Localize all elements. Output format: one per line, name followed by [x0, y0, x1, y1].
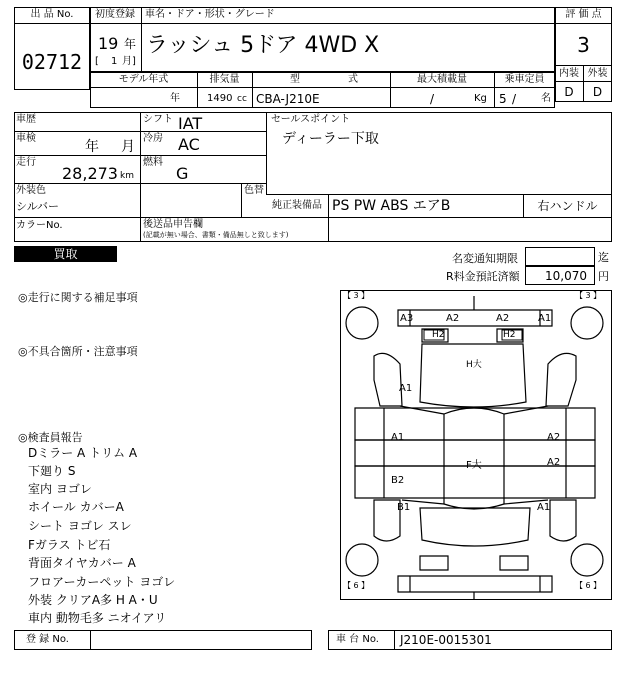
damage-mark: B2	[391, 475, 405, 486]
model-year-label: モデル年式	[118, 74, 169, 85]
rear-body	[420, 508, 530, 546]
capacity-value: 5	[499, 92, 507, 106]
ac-label: 冷房	[143, 133, 163, 144]
color-change-label: 色替	[244, 185, 264, 196]
front-left-fender	[374, 353, 402, 406]
inspector-line: 車内 動物毛多 ニオイアリ	[28, 611, 167, 625]
inspector-line: 室内 ヨゴレ	[28, 482, 92, 496]
fuel-label: 燃料	[143, 157, 163, 168]
defects-label: ◎不具合箇所・注意事項	[18, 345, 138, 358]
sales-point-label: セールスポイント	[271, 114, 351, 125]
interior-grade: D	[564, 85, 574, 99]
inspector-line: ホイール カバーA	[28, 500, 124, 514]
car-name: ラッシュ 5ドア 4WD X	[146, 33, 380, 58]
rear-right-fender	[550, 500, 576, 541]
damage-mark: B1	[397, 502, 411, 513]
inspector-report-label: ◎検査員報告	[18, 431, 83, 444]
capacity-unit: 名	[541, 93, 551, 104]
max-load-label: 最大積載量	[417, 74, 467, 85]
mileage-label: 走行	[16, 157, 36, 168]
mileage-value: 28,273	[62, 164, 118, 183]
capacity-label: 乗車定員	[504, 74, 545, 85]
load-slash: /	[430, 92, 435, 106]
front-right-fender	[546, 353, 576, 406]
tail-right	[500, 556, 528, 570]
capacity-slash: /	[512, 92, 517, 106]
post-docs-note: (記載が無い場合、書類・備品無しと致します)	[143, 231, 289, 239]
sales-point-value: ディーラー下取	[282, 131, 379, 147]
hood	[420, 344, 526, 407]
mileage-unit: km	[120, 171, 134, 181]
steering-value: 右ハンドル	[537, 199, 598, 213]
type-label: 型	[290, 74, 300, 85]
displacement-value: 1490	[207, 93, 233, 104]
damage-mark: A1	[538, 313, 552, 324]
front-bumper	[398, 310, 552, 326]
shift-label: シフト	[143, 114, 173, 125]
type-label-2: 式	[348, 74, 358, 85]
inspector-line: フロアーカーペット ヨゴレ	[28, 575, 176, 589]
displacement-label: 排気量	[209, 74, 240, 85]
first-reg-year-unit: 年	[124, 37, 137, 51]
wheel-rear-right	[571, 544, 603, 576]
tail-left	[420, 556, 448, 570]
damage-mark: A1	[537, 502, 551, 513]
recycle-label: R料金預託済額	[446, 270, 520, 283]
color-no-label: カラーNo.	[16, 220, 63, 231]
lot-number: 02712	[21, 50, 83, 74]
damage-mark: A1	[391, 432, 405, 443]
grade-value: 3	[577, 33, 590, 57]
damage-mark: A2	[496, 313, 510, 324]
damage-mark: A2	[446, 313, 460, 324]
roof	[444, 408, 504, 509]
name-change-box	[525, 247, 595, 266]
inspector-line: Fガラス トビ石	[28, 538, 111, 552]
post-docs-label: 後送品申告欄	[143, 219, 203, 230]
tag-bottom-left: 【 6 】	[343, 581, 370, 590]
recycle-value: 10,070	[545, 269, 587, 283]
inspector-line: 外装 クリアA多 H A・U	[28, 593, 158, 607]
damage-mark: H2	[503, 330, 516, 340]
car-diagram	[340, 290, 612, 600]
fuel-value: G	[176, 164, 189, 183]
tag-top-right: 【 3 】	[575, 291, 602, 300]
displacement-unit: cc	[237, 94, 247, 104]
chassis-label: 車 台 No.	[336, 634, 379, 645]
name-change-label: 名変通知期限	[452, 252, 518, 265]
first-reg-label: 初度登録	[95, 9, 135, 20]
damage-mark: A1	[399, 383, 413, 394]
exterior-grade: D	[592, 85, 603, 99]
equipment-value: PS PW ABS エアB	[332, 198, 451, 214]
wheel-front-left	[346, 307, 378, 339]
inspection-month-unit: 月	[121, 139, 135, 155]
recycle-unit: 円	[598, 270, 609, 283]
first-reg-year: 19	[98, 34, 119, 53]
inspector-line: 背面タイヤカバー A	[28, 556, 136, 570]
first-reg-month: 1	[111, 56, 118, 67]
color-label: 外装色	[16, 185, 46, 196]
tag-bottom-right: 【 6 】	[575, 581, 602, 590]
ac-value: AC	[178, 135, 200, 154]
rear-bumper	[398, 576, 552, 592]
inspector-line: Dミラー A トリム A	[28, 446, 138, 460]
driving-notes-label: ◎走行に関する補足事項	[18, 291, 138, 304]
chassis-number: J210E-0015301	[400, 633, 492, 647]
reg-no-label: 登 録 No.	[26, 634, 69, 645]
interior-label: 内装	[559, 68, 579, 79]
wheel-front-right	[571, 307, 603, 339]
inspection-label: 車検	[16, 133, 36, 144]
equipment-label: 純正装備品	[272, 200, 322, 211]
damage-mark: A3	[400, 313, 414, 324]
inspector-line: シート ヨゴレ スレ	[28, 519, 132, 533]
inspector-line: 下廻り S	[28, 464, 76, 478]
color-value: シルバー	[16, 200, 59, 213]
load-unit: Kg	[474, 93, 487, 104]
damage-mark: F大	[466, 460, 482, 471]
inspection-year-unit: 年	[85, 139, 99, 155]
model-code: CBA-J210E	[256, 92, 320, 106]
model-year-unit: 年	[170, 93, 180, 104]
purchase-label: 買取	[53, 247, 78, 261]
car-name-label: 車名・ドア・形状・グレード	[145, 9, 275, 20]
name-change-unit: 迄	[598, 251, 609, 264]
damage-mark: H2	[432, 330, 445, 340]
grade-label: 評 価 点	[565, 9, 602, 20]
history-label: 車歴	[16, 114, 36, 125]
lot-label: 出 品 No.	[30, 9, 74, 20]
exterior-label: 外装	[587, 68, 608, 79]
damage-mark: A2	[547, 457, 561, 468]
first-reg-month-unit: 月]	[122, 56, 136, 67]
damage-mark: H大	[466, 360, 482, 370]
tag-top-left: 【 3 】	[343, 291, 370, 300]
first-reg-month-open: [	[95, 56, 99, 67]
wheel-rear-left	[346, 544, 378, 576]
damage-mark: A2	[547, 432, 561, 443]
shift-value: IAT	[178, 114, 203, 133]
